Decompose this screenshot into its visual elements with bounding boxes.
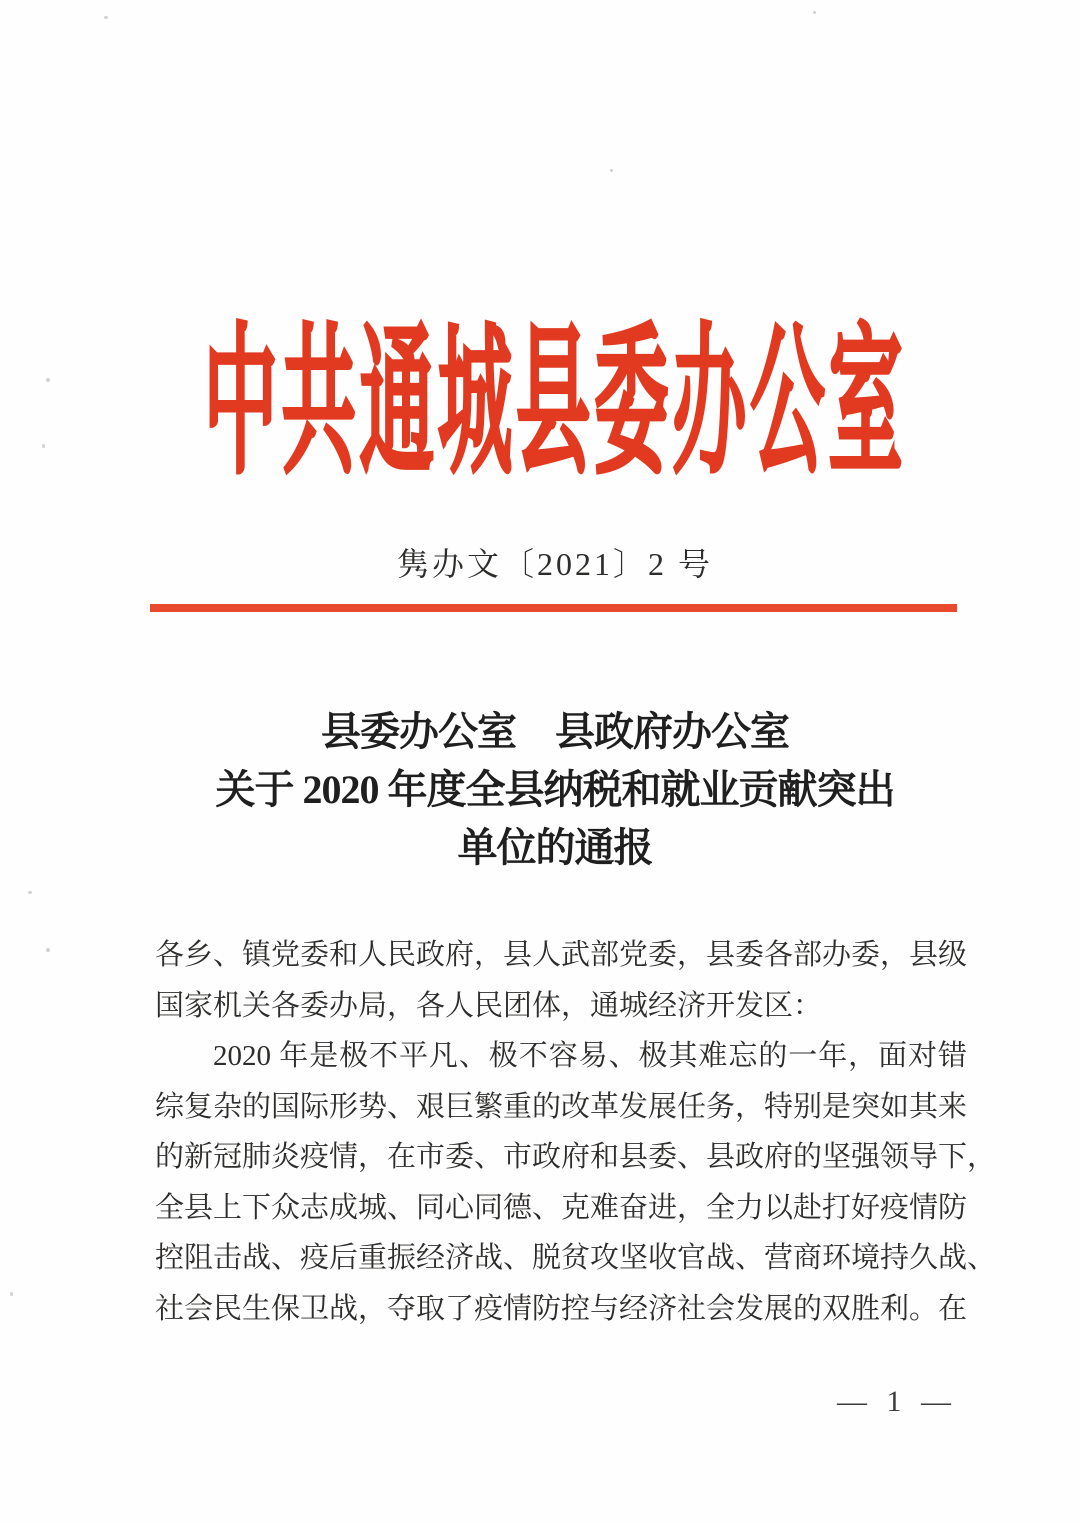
document-title (15, 703, 1080, 877)
agency-header-text: 中共通城县委办公室 (203, 313, 907, 494)
red-divider-rule (150, 604, 957, 612)
document-body (155, 930, 997, 1334)
page-number: — 1 — (837, 1385, 957, 1418)
body-line-paragraph-start: 2020 年是极不平凡、极不容易、极其难忘的一年，面对错 (213, 1040, 967, 1072)
document-number: 隽办文〔2021〕2 号 (396, 546, 713, 582)
body-line: 的新冠肺炎疫情，在市委、市政府和县委、县政府的坚强领导下， (155, 1141, 997, 1173)
body-line: 全县上下众志成城、同心同德、克难奋进，全力以赴打好疫情防 (155, 1191, 968, 1224)
body-line: 控阻击战、疫后重振经济战、脱贫攻坚收官战、营商环境持久战、 (155, 1242, 997, 1274)
body-line-salutation-2: 国家机关各委办局，各人民团体，通城经济开发区： (155, 989, 823, 1022)
body-line-salutation-1: 各乡、镇党委和人民政府，县人武部党委，县委各部办委，县级 (155, 939, 968, 971)
scan-speck (46, 948, 50, 952)
scan-speck (813, 11, 816, 14)
agency-header-banner (15, 313, 1080, 494)
body-line: 社会民生保卫战，夺取了疫情防控与经济社会发展的双胜利。在 (155, 1292, 968, 1325)
document-title-line-2: 关于 2020 年度全县纳税和就业贡献突出 (215, 767, 895, 812)
body-line: 综复杂的国际形势、艰巨繁重的改革发展任务，特别是突如其来 (155, 1090, 968, 1123)
document-title-line-1: 县委办公室 县政府办公室 (321, 709, 789, 754)
scan-speck (28, 891, 32, 894)
scan-speck (610, 169, 613, 172)
scan-speck (10, 1292, 13, 1296)
document-title-line-3: 单位的通报 (457, 825, 653, 870)
scan-speck (104, 16, 108, 19)
